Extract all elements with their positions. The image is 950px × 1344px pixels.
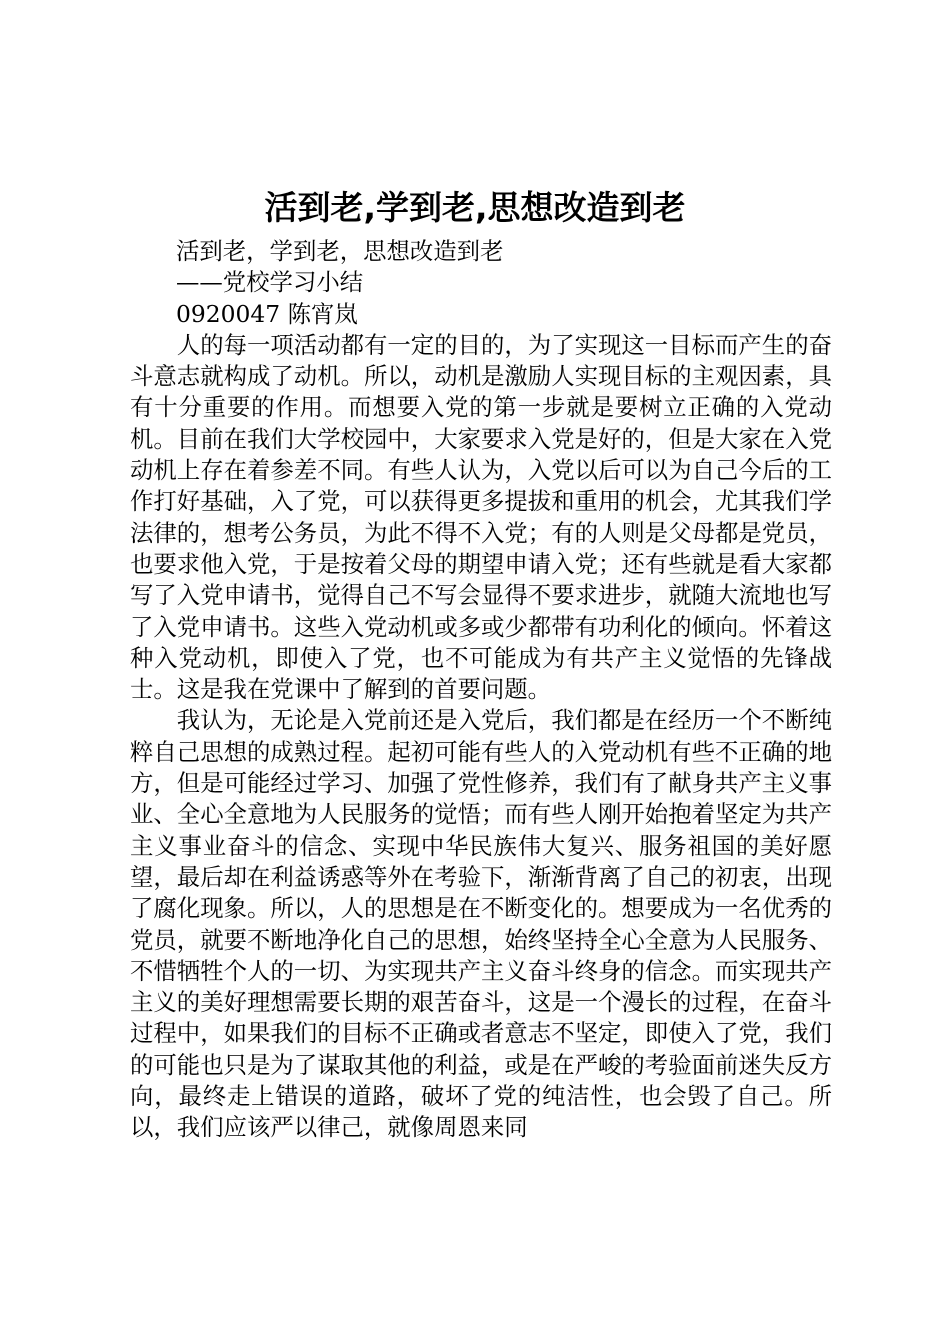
document-body [130,236,832,1144]
document-title: 活到老,学到老,思想改造到老 [264,188,686,227]
paragraph: 我认为，无论是入党前还是入党后，我们都是在经历一个不断纯粹自己思想的成熟过程。起初可能有些人的入党动机有些不正确的地方，但是可能经过学习、加强了党性修养，我们有了献身共产主义事业、全心全意地为人民服务的觉悟；而有些人刚开始抱着坚定为共产主义事业奋斗的信念、实现中华民族伟大复兴、服务祖国的美好愿望，最后却在利益诱惑等外在考验下，渐渐背离了自己的初衷，出现了腐化现象。所以，人的思想是在不断变化的。想要成为一名优秀的党员，就要不断地净化自己的思想，始终坚持全心全意为人民服务、不惜牺牲个人的一切、为实现共产主义奋斗终身的信念。而实现共产主义的美好理想需要长期的艰苦奋斗，这是一个漫长的过程，在奋斗过程中，如果我们的目标不正确或者意志不坚定，即使入了党，我们的可能也只是为了谋取其他的利益，或是在严峻的考验面前迷失反方向，最终走上错误的道路，破坏了党的纯洁性，也会毁了自己。所以，我们应该严以律己，就像周恩来同 [130,706,832,1142]
subheading: ——党校学习小结 [176,268,364,297]
subtitle-line: 活到老，学到老，思想改造到老 [176,237,504,265]
paragraph: 人的每一项活动都有一定的目的，为了实现这一目标而产生的奋斗意志就构成了动机。所以，动机是激励人实现目标的主观因素，具有十分重要的作用。而想要入党的第一步就是要树立正确的入党动机。目前在我们大学校园中，大家要求入党是好的，但是大家在入党动机上存在着参差不同。有些人认为，入党以后可以为自己今后的工作打好基础，入了党，可以获得更多提拔和重用的机会，尤其我们学法律的，想考公务员，为此不得不入党；有的人则是父母都是党员，也要求他入党，于是按着父母的期望申请入党；还有些就是看大家都写了入党申请书，觉得自己不写会显得不要求进步，就随大流地也写了入党申请书。这些入党动机或多或少都带有功利化的倾向。怀着这种入党动机，即使入了党，也不可能成为有共产主义觉悟的先锋战士。这是我在党课中了解到的首要问题。 [130,330,832,704]
author-line: 0920047 陈宵岚 [176,299,358,328]
